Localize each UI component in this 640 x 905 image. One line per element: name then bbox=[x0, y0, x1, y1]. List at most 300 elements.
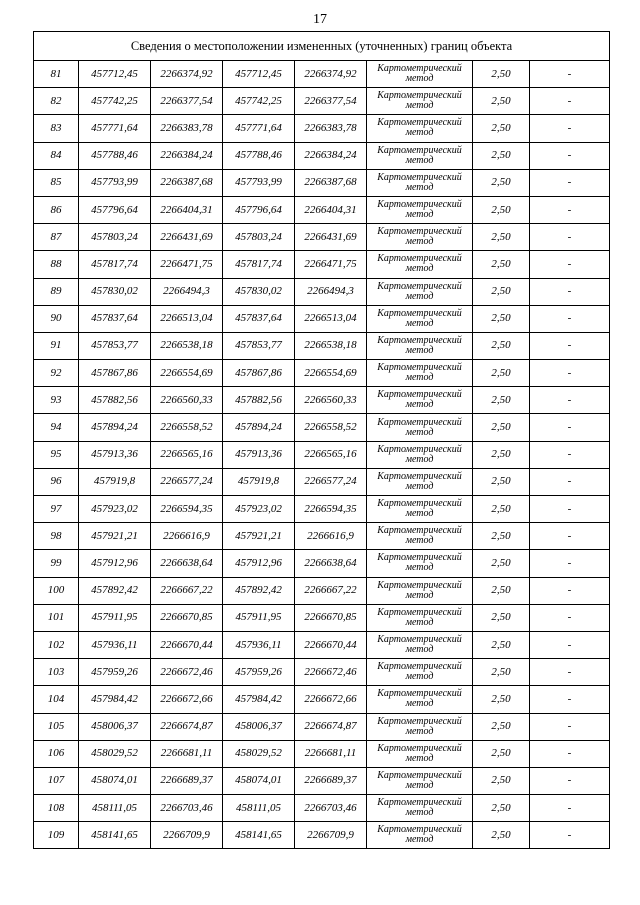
accuracy-cell: 2,50 bbox=[473, 550, 530, 577]
accuracy-cell: 2,50 bbox=[473, 332, 530, 359]
point-number-cell: 83 bbox=[34, 115, 79, 142]
method-line-1: Картометрический bbox=[377, 307, 462, 319]
x-coordinate-refined-cell: 457803,24 bbox=[223, 224, 295, 251]
x-coordinate-existing-cell: 457921,21 bbox=[79, 523, 151, 550]
point-description-cell: - bbox=[530, 142, 610, 169]
accuracy-cell: 2,50 bbox=[473, 740, 530, 767]
y-coordinate-existing-cell: 2266560,33 bbox=[151, 387, 223, 414]
y-coordinate-existing-cell: 2266689,37 bbox=[151, 767, 223, 794]
y-coordinate-refined-cell: 2266670,85 bbox=[295, 604, 367, 631]
method-line-1: Картометрический bbox=[377, 199, 462, 211]
method-line-1: Картометрический bbox=[377, 362, 462, 374]
method-line-1: Картометрический bbox=[377, 171, 462, 183]
y-coordinate-existing-cell: 2266672,46 bbox=[151, 659, 223, 686]
x-coordinate-existing-cell: 457936,11 bbox=[79, 631, 151, 658]
x-coordinate-refined-cell: 457771,64 bbox=[223, 115, 295, 142]
table-row bbox=[34, 196, 610, 223]
point-number-cell: 93 bbox=[34, 387, 79, 414]
x-coordinate-refined-cell: 457912,96 bbox=[223, 550, 295, 577]
table-row bbox=[34, 604, 610, 631]
point-number-cell: 92 bbox=[34, 360, 79, 387]
accuracy-cell: 2,50 bbox=[473, 659, 530, 686]
method-cell bbox=[367, 659, 473, 686]
y-coordinate-existing-cell: 2266494,3 bbox=[151, 278, 223, 305]
method-cell bbox=[367, 713, 473, 740]
accuracy-cell: 2,50 bbox=[473, 169, 530, 196]
method-line-2: метод bbox=[405, 834, 434, 846]
y-coordinate-existing-cell: 2266667,22 bbox=[151, 577, 223, 604]
y-coordinate-refined-cell: 2266374,92 bbox=[295, 61, 367, 88]
table-row bbox=[34, 767, 610, 794]
method-cell bbox=[367, 496, 473, 523]
method-cell bbox=[367, 577, 473, 604]
point-description-cell: - bbox=[530, 686, 610, 713]
method-line-1: Картометрический bbox=[377, 63, 462, 75]
table-row bbox=[34, 523, 610, 550]
method-line-2: метод bbox=[405, 127, 434, 139]
method-cell bbox=[367, 523, 473, 550]
point-description-cell: - bbox=[530, 496, 610, 523]
point-number-cell: 85 bbox=[34, 169, 79, 196]
table-row bbox=[34, 414, 610, 441]
y-coordinate-refined-cell: 2266431,69 bbox=[295, 224, 367, 251]
table-row bbox=[34, 61, 610, 88]
x-coordinate-existing-cell: 457911,95 bbox=[79, 604, 151, 631]
method-line-2: метод bbox=[405, 779, 434, 791]
point-description-cell: - bbox=[530, 251, 610, 278]
x-coordinate-refined-cell: 458074,01 bbox=[223, 767, 295, 794]
accuracy-cell: 2,50 bbox=[473, 686, 530, 713]
x-coordinate-refined-cell: 457919,8 bbox=[223, 468, 295, 495]
y-coordinate-refined-cell: 2266560,33 bbox=[295, 387, 367, 414]
point-description-cell: - bbox=[530, 550, 610, 577]
point-description-cell: - bbox=[530, 61, 610, 88]
x-coordinate-existing-cell: 458074,01 bbox=[79, 767, 151, 794]
table-title-row bbox=[34, 32, 610, 61]
y-coordinate-existing-cell: 2266594,35 bbox=[151, 496, 223, 523]
method-line-1: Картометрический bbox=[377, 334, 462, 346]
y-coordinate-existing-cell: 2266558,52 bbox=[151, 414, 223, 441]
method-cell bbox=[367, 795, 473, 822]
method-line-2: метод bbox=[405, 589, 434, 601]
point-description-cell: - bbox=[530, 468, 610, 495]
accuracy-cell: 2,50 bbox=[473, 88, 530, 115]
method-line-2: метод bbox=[405, 725, 434, 737]
method-cell bbox=[367, 360, 473, 387]
point-description-cell: - bbox=[530, 822, 610, 849]
method-line-2: метод bbox=[405, 671, 434, 683]
x-coordinate-refined-cell: 457712,45 bbox=[223, 61, 295, 88]
accuracy-cell: 2,50 bbox=[473, 523, 530, 550]
y-coordinate-refined-cell: 2266681,11 bbox=[295, 740, 367, 767]
method-line-1: Картометрический bbox=[377, 443, 462, 455]
method-cell bbox=[367, 251, 473, 278]
method-line-1: Картометрический bbox=[377, 797, 462, 809]
method-line-2: метод bbox=[405, 399, 434, 411]
point-description-cell: - bbox=[530, 224, 610, 251]
table-row bbox=[34, 659, 610, 686]
y-coordinate-refined-cell: 2266638,64 bbox=[295, 550, 367, 577]
x-coordinate-existing-cell: 457817,74 bbox=[79, 251, 151, 278]
table-row bbox=[34, 795, 610, 822]
method-line-1: Картометрический bbox=[377, 226, 462, 238]
table-row bbox=[34, 387, 610, 414]
x-coordinate-existing-cell: 457913,36 bbox=[79, 441, 151, 468]
x-coordinate-refined-cell: 458006,37 bbox=[223, 713, 295, 740]
x-coordinate-refined-cell: 457984,42 bbox=[223, 686, 295, 713]
method-cell bbox=[367, 387, 473, 414]
accuracy-cell: 2,50 bbox=[473, 631, 530, 658]
accuracy-cell: 2,50 bbox=[473, 468, 530, 495]
method-line-1: Картометрический bbox=[377, 634, 462, 646]
accuracy-cell: 2,50 bbox=[473, 224, 530, 251]
y-coordinate-refined-cell: 2266709,9 bbox=[295, 822, 367, 849]
method-line-2: метод bbox=[405, 644, 434, 656]
x-coordinate-refined-cell: 457837,64 bbox=[223, 305, 295, 332]
method-line-2: метод bbox=[405, 154, 434, 166]
point-number-cell: 91 bbox=[34, 332, 79, 359]
method-cell bbox=[367, 169, 473, 196]
point-description-cell: - bbox=[530, 278, 610, 305]
method-cell bbox=[367, 468, 473, 495]
point-description-cell: - bbox=[530, 577, 610, 604]
method-line-2: метод bbox=[405, 236, 434, 248]
method-line-2: метод bbox=[405, 344, 434, 356]
x-coordinate-refined-cell: 457830,02 bbox=[223, 278, 295, 305]
x-coordinate-existing-cell: 457912,96 bbox=[79, 550, 151, 577]
y-coordinate-refined-cell: 2266471,75 bbox=[295, 251, 367, 278]
table-row bbox=[34, 550, 610, 577]
method-line-1: Картометрический bbox=[377, 144, 462, 156]
method-cell bbox=[367, 686, 473, 713]
y-coordinate-existing-cell: 2266670,85 bbox=[151, 604, 223, 631]
method-cell bbox=[367, 604, 473, 631]
y-coordinate-existing-cell: 2266709,9 bbox=[151, 822, 223, 849]
method-line-2: метод bbox=[405, 807, 434, 819]
point-number-cell: 95 bbox=[34, 441, 79, 468]
table-row bbox=[34, 496, 610, 523]
point-description-cell: - bbox=[530, 740, 610, 767]
table-row bbox=[34, 332, 610, 359]
y-coordinate-existing-cell: 2266387,68 bbox=[151, 169, 223, 196]
x-coordinate-existing-cell: 457853,77 bbox=[79, 332, 151, 359]
method-line-1: Картометрический bbox=[377, 280, 462, 292]
point-number-cell: 103 bbox=[34, 659, 79, 686]
accuracy-cell: 2,50 bbox=[473, 822, 530, 849]
x-coordinate-existing-cell: 458006,37 bbox=[79, 713, 151, 740]
y-coordinate-existing-cell: 2266374,92 bbox=[151, 61, 223, 88]
y-coordinate-existing-cell: 2266404,31 bbox=[151, 196, 223, 223]
y-coordinate-refined-cell: 2266558,52 bbox=[295, 414, 367, 441]
table-row bbox=[34, 822, 610, 849]
method-line-1: Картометрический bbox=[377, 498, 462, 510]
accuracy-cell: 2,50 bbox=[473, 142, 530, 169]
accuracy-cell: 2,50 bbox=[473, 713, 530, 740]
x-coordinate-refined-cell: 457882,56 bbox=[223, 387, 295, 414]
method-line-2: метод bbox=[405, 317, 434, 329]
method-cell bbox=[367, 767, 473, 794]
point-number-cell: 96 bbox=[34, 468, 79, 495]
y-coordinate-existing-cell: 2266638,64 bbox=[151, 550, 223, 577]
y-coordinate-existing-cell: 2266616,9 bbox=[151, 523, 223, 550]
accuracy-cell: 2,50 bbox=[473, 251, 530, 278]
method-cell bbox=[367, 224, 473, 251]
x-coordinate-existing-cell: 457803,24 bbox=[79, 224, 151, 251]
accuracy-cell: 2,50 bbox=[473, 441, 530, 468]
x-coordinate-existing-cell: 457923,02 bbox=[79, 496, 151, 523]
x-coordinate-refined-cell: 457817,74 bbox=[223, 251, 295, 278]
table-row bbox=[34, 88, 610, 115]
accuracy-cell: 2,50 bbox=[473, 61, 530, 88]
table-row bbox=[34, 468, 610, 495]
table-row bbox=[34, 142, 610, 169]
accuracy-cell: 2,50 bbox=[473, 196, 530, 223]
y-coordinate-existing-cell: 2266384,24 bbox=[151, 142, 223, 169]
point-description-cell: - bbox=[530, 169, 610, 196]
x-coordinate-existing-cell: 457837,64 bbox=[79, 305, 151, 332]
point-description-cell: - bbox=[530, 795, 610, 822]
point-description-cell: - bbox=[530, 631, 610, 658]
table-row bbox=[34, 251, 610, 278]
method-cell bbox=[367, 822, 473, 849]
method-line-2: метод bbox=[405, 181, 434, 193]
table-row bbox=[34, 577, 610, 604]
method-line-1: Картометрический bbox=[377, 117, 462, 129]
x-coordinate-existing-cell: 457796,64 bbox=[79, 196, 151, 223]
x-coordinate-refined-cell: 457894,24 bbox=[223, 414, 295, 441]
method-line-2: метод bbox=[405, 616, 434, 628]
y-coordinate-existing-cell: 2266377,54 bbox=[151, 88, 223, 115]
point-description-cell: - bbox=[530, 196, 610, 223]
accuracy-cell: 2,50 bbox=[473, 278, 530, 305]
x-coordinate-refined-cell: 457892,42 bbox=[223, 577, 295, 604]
method-line-2: метод bbox=[405, 480, 434, 492]
point-number-cell: 102 bbox=[34, 631, 79, 658]
y-coordinate-existing-cell: 2266681,11 bbox=[151, 740, 223, 767]
point-number-cell: 87 bbox=[34, 224, 79, 251]
method-line-1: Картометрический bbox=[377, 416, 462, 428]
x-coordinate-refined-cell: 457911,95 bbox=[223, 604, 295, 631]
x-coordinate-existing-cell: 457894,24 bbox=[79, 414, 151, 441]
method-line-1: Картометрический bbox=[377, 525, 462, 537]
point-number-cell: 90 bbox=[34, 305, 79, 332]
x-coordinate-refined-cell: 457959,26 bbox=[223, 659, 295, 686]
method-line-2: метод bbox=[405, 698, 434, 710]
point-description-cell: - bbox=[530, 115, 610, 142]
point-number-cell: 94 bbox=[34, 414, 79, 441]
point-description-cell: - bbox=[530, 88, 610, 115]
point-number-cell: 107 bbox=[34, 767, 79, 794]
point-number-cell: 81 bbox=[34, 61, 79, 88]
y-coordinate-existing-cell: 2266383,78 bbox=[151, 115, 223, 142]
y-coordinate-refined-cell: 2266672,46 bbox=[295, 659, 367, 686]
y-coordinate-refined-cell: 2266672,66 bbox=[295, 686, 367, 713]
method-cell bbox=[367, 61, 473, 88]
accuracy-cell: 2,50 bbox=[473, 115, 530, 142]
method-line-2: метод bbox=[405, 426, 434, 438]
method-line-2: метод bbox=[405, 209, 434, 221]
y-coordinate-existing-cell: 2266670,44 bbox=[151, 631, 223, 658]
accuracy-cell: 2,50 bbox=[473, 360, 530, 387]
point-description-cell: - bbox=[530, 414, 610, 441]
method-line-1: Картометрический bbox=[377, 90, 462, 102]
y-coordinate-refined-cell: 2266494,3 bbox=[295, 278, 367, 305]
x-coordinate-refined-cell: 457921,21 bbox=[223, 523, 295, 550]
x-coordinate-existing-cell: 457984,42 bbox=[79, 686, 151, 713]
point-number-cell: 89 bbox=[34, 278, 79, 305]
x-coordinate-refined-cell: 458141,65 bbox=[223, 822, 295, 849]
accuracy-cell: 2,50 bbox=[473, 604, 530, 631]
point-number-cell: 109 bbox=[34, 822, 79, 849]
table-row bbox=[34, 713, 610, 740]
method-line-1: Картометрический bbox=[377, 661, 462, 673]
x-coordinate-existing-cell: 457793,99 bbox=[79, 169, 151, 196]
table-row bbox=[34, 441, 610, 468]
point-number-cell: 106 bbox=[34, 740, 79, 767]
method-line-1: Картометрический bbox=[377, 253, 462, 265]
y-coordinate-refined-cell: 2266513,04 bbox=[295, 305, 367, 332]
point-description-cell: - bbox=[530, 332, 610, 359]
y-coordinate-refined-cell: 2266554,69 bbox=[295, 360, 367, 387]
y-coordinate-refined-cell: 2266404,31 bbox=[295, 196, 367, 223]
point-description-cell: - bbox=[530, 604, 610, 631]
point-description-cell: - bbox=[530, 767, 610, 794]
accuracy-cell: 2,50 bbox=[473, 767, 530, 794]
x-coordinate-refined-cell: 457923,02 bbox=[223, 496, 295, 523]
y-coordinate-existing-cell: 2266471,75 bbox=[151, 251, 223, 278]
boundary-coordinates-table bbox=[33, 31, 610, 849]
table-row bbox=[34, 740, 610, 767]
point-number-cell: 108 bbox=[34, 795, 79, 822]
method-cell bbox=[367, 332, 473, 359]
x-coordinate-existing-cell: 458111,05 bbox=[79, 795, 151, 822]
point-description-cell: - bbox=[530, 713, 610, 740]
x-coordinate-refined-cell: 458111,05 bbox=[223, 795, 295, 822]
method-line-1: Картометрический bbox=[377, 742, 462, 754]
table-row bbox=[34, 169, 610, 196]
method-line-1: Картометрический bbox=[377, 824, 462, 836]
x-coordinate-existing-cell: 458141,65 bbox=[79, 822, 151, 849]
y-coordinate-existing-cell: 2266672,66 bbox=[151, 686, 223, 713]
point-number-cell: 84 bbox=[34, 142, 79, 169]
y-coordinate-refined-cell: 2266667,22 bbox=[295, 577, 367, 604]
table-row bbox=[34, 224, 610, 251]
method-cell bbox=[367, 441, 473, 468]
y-coordinate-existing-cell: 2266565,16 bbox=[151, 441, 223, 468]
method-cell bbox=[367, 305, 473, 332]
method-line-2: метод bbox=[405, 73, 434, 85]
accuracy-cell: 2,50 bbox=[473, 496, 530, 523]
accuracy-cell: 2,50 bbox=[473, 577, 530, 604]
x-coordinate-existing-cell: 457742,25 bbox=[79, 88, 151, 115]
y-coordinate-refined-cell: 2266670,44 bbox=[295, 631, 367, 658]
x-coordinate-refined-cell: 457867,86 bbox=[223, 360, 295, 387]
accuracy-cell: 2,50 bbox=[473, 795, 530, 822]
y-coordinate-refined-cell: 2266387,68 bbox=[295, 169, 367, 196]
y-coordinate-refined-cell: 2266674,87 bbox=[295, 713, 367, 740]
point-number-cell: 98 bbox=[34, 523, 79, 550]
method-line-2: метод bbox=[405, 290, 434, 302]
y-coordinate-refined-cell: 2266689,37 bbox=[295, 767, 367, 794]
method-cell bbox=[367, 88, 473, 115]
method-line-1: Картометрический bbox=[377, 470, 462, 482]
method-line-1: Картометрический bbox=[377, 688, 462, 700]
point-description-cell: - bbox=[530, 360, 610, 387]
accuracy-cell: 2,50 bbox=[473, 305, 530, 332]
table-row bbox=[34, 305, 610, 332]
x-coordinate-existing-cell: 457788,46 bbox=[79, 142, 151, 169]
x-coordinate-existing-cell: 458029,52 bbox=[79, 740, 151, 767]
method-line-2: метод bbox=[405, 453, 434, 465]
method-line-2: метод bbox=[405, 508, 434, 520]
method-line-1: Картометрический bbox=[377, 606, 462, 618]
y-coordinate-refined-cell: 2266377,54 bbox=[295, 88, 367, 115]
table-row bbox=[34, 686, 610, 713]
y-coordinate-existing-cell: 2266513,04 bbox=[151, 305, 223, 332]
x-coordinate-refined-cell: 457796,64 bbox=[223, 196, 295, 223]
x-coordinate-existing-cell: 457867,86 bbox=[79, 360, 151, 387]
y-coordinate-refined-cell: 2266538,18 bbox=[295, 332, 367, 359]
table-row bbox=[34, 631, 610, 658]
y-coordinate-refined-cell: 2266384,24 bbox=[295, 142, 367, 169]
accuracy-cell: 2,50 bbox=[473, 414, 530, 441]
point-number-cell: 82 bbox=[34, 88, 79, 115]
y-coordinate-refined-cell: 2266565,16 bbox=[295, 441, 367, 468]
table-row bbox=[34, 115, 610, 142]
table-row bbox=[34, 278, 610, 305]
method-line-1: Картометрический bbox=[377, 579, 462, 591]
x-coordinate-existing-cell: 457830,02 bbox=[79, 278, 151, 305]
point-number-cell: 104 bbox=[34, 686, 79, 713]
method-line-2: метод bbox=[405, 263, 434, 275]
x-coordinate-existing-cell: 457771,64 bbox=[79, 115, 151, 142]
method-line-2: метод bbox=[405, 372, 434, 384]
x-coordinate-refined-cell: 457788,46 bbox=[223, 142, 295, 169]
method-line-2: метод bbox=[405, 752, 434, 764]
x-coordinate-existing-cell: 457919,8 bbox=[79, 468, 151, 495]
method-line-2: метод bbox=[405, 562, 434, 574]
y-coordinate-refined-cell: 2266616,9 bbox=[295, 523, 367, 550]
method-line-1: Картометрический bbox=[377, 552, 462, 564]
x-coordinate-refined-cell: 457742,25 bbox=[223, 88, 295, 115]
point-description-cell: - bbox=[530, 387, 610, 414]
point-number-cell: 99 bbox=[34, 550, 79, 577]
method-line-1: Картометрический bbox=[377, 715, 462, 727]
x-coordinate-refined-cell: 457793,99 bbox=[223, 169, 295, 196]
method-cell bbox=[367, 196, 473, 223]
y-coordinate-existing-cell: 2266674,87 bbox=[151, 713, 223, 740]
point-number-cell: 101 bbox=[34, 604, 79, 631]
point-description-cell: - bbox=[530, 305, 610, 332]
y-coordinate-existing-cell: 2266577,24 bbox=[151, 468, 223, 495]
method-line-1: Картометрический bbox=[377, 389, 462, 401]
y-coordinate-refined-cell: 2266577,24 bbox=[295, 468, 367, 495]
y-coordinate-refined-cell: 2266594,35 bbox=[295, 496, 367, 523]
y-coordinate-refined-cell: 2266703,46 bbox=[295, 795, 367, 822]
method-cell bbox=[367, 740, 473, 767]
accuracy-cell: 2,50 bbox=[473, 387, 530, 414]
method-cell bbox=[367, 550, 473, 577]
point-number-cell: 86 bbox=[34, 196, 79, 223]
table-title: Сведения о местоположении измененных (уточненных) границ объекта bbox=[34, 32, 610, 61]
point-description-cell: - bbox=[530, 523, 610, 550]
method-cell bbox=[367, 278, 473, 305]
method-line-2: метод bbox=[405, 100, 434, 112]
method-cell bbox=[367, 631, 473, 658]
y-coordinate-existing-cell: 2266554,69 bbox=[151, 360, 223, 387]
method-line-2: метод bbox=[405, 535, 434, 547]
method-line-1: Картометрический bbox=[377, 769, 462, 781]
